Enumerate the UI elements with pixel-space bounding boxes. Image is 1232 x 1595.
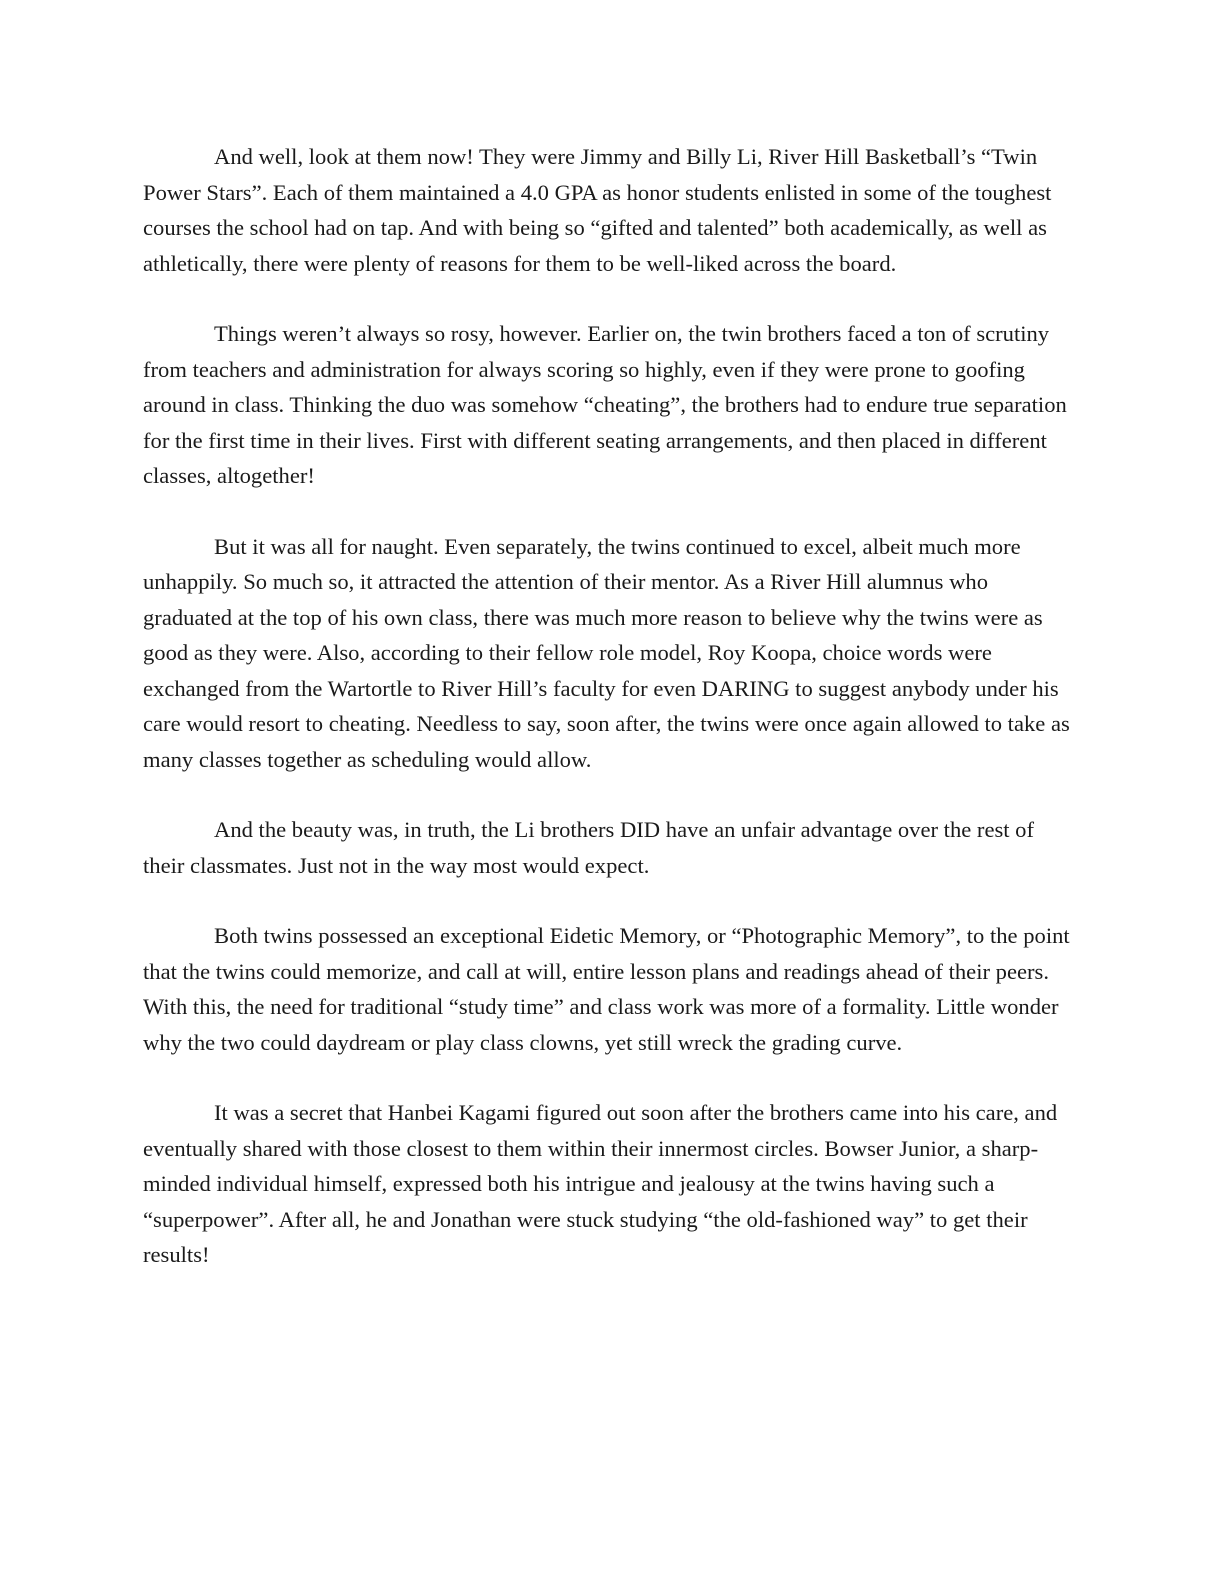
paragraph-5: Both twins possessed an exceptional Eidetic Memory, or “Photographic Memory”, to the point that the twins could memorize, and call at will, entire lesson plans and readings ahead of their peers. With this, the need for traditional “study time” and class work was more of a formality. Little wonder why the two could daydream or play class clowns, yet still wreck the grading curve. bbox=[143, 923, 1070, 1055]
paragraph-1: And well, look at them now! They were Jimmy and Billy Li, River Hill Basketball’s “Twin Power Stars”. Each of them maintained a 4.0 GPA as honor students enlisted in some of the toughest courses the school had on tap. And with being so “gifted and talented” both academically, as well as athletically, there were plenty of reasons for them to be well-liked across the board. bbox=[143, 144, 1052, 276]
paragraph-6: It was a secret that Hanbei Kagami figured out soon after the brothers came into his care, and eventually shared with those closest to them within their innermost circles. Bowser Junior, a sharp-minded individual himself, expressed both his intrigue and jealousy at the twins having such a “superpower”. After all, he and Jonathan were stuck studying “the old-fashioned way” to get their results! bbox=[143, 1100, 1058, 1267]
paragraph-4: And the beauty was, in truth, the Li brothers DID have an unfair advantage over the rest of their classmates. Just not in the way most would expect. bbox=[143, 817, 1035, 878]
paragraph-3: But it was all for naught. Even separately, the twins continued to excel, albeit much more unhappily. So much so, it attracted the attention of their mentor. As a River Hill alumnus who graduated at the top of his own class, there was much more reason to believe why the twins were as good as they were. Also, according to their fellow role model, Roy Koopa, choice words were exchanged from the Wartortle to River Hill’s faculty for even DARING to suggest anybody under his care would resort to cheating. Needless to say, soon after, the twins were once again allowed to take as many classes together as scheduling would allow. bbox=[143, 533, 1070, 772]
document-body bbox=[143, 139, 1073, 1308]
paragraph-2: Things weren’t always so rosy, however. Earlier on, the twin brothers faced a ton of scrutiny from teachers and administration for always scoring so highly, even if they were prone to goofing around in class. Thinking the duo was somehow “cheating”, the brothers had to endure true separation for the first time in their lives. First with different seating arrangements, and then placed in different classes, altogether! bbox=[143, 321, 1067, 488]
